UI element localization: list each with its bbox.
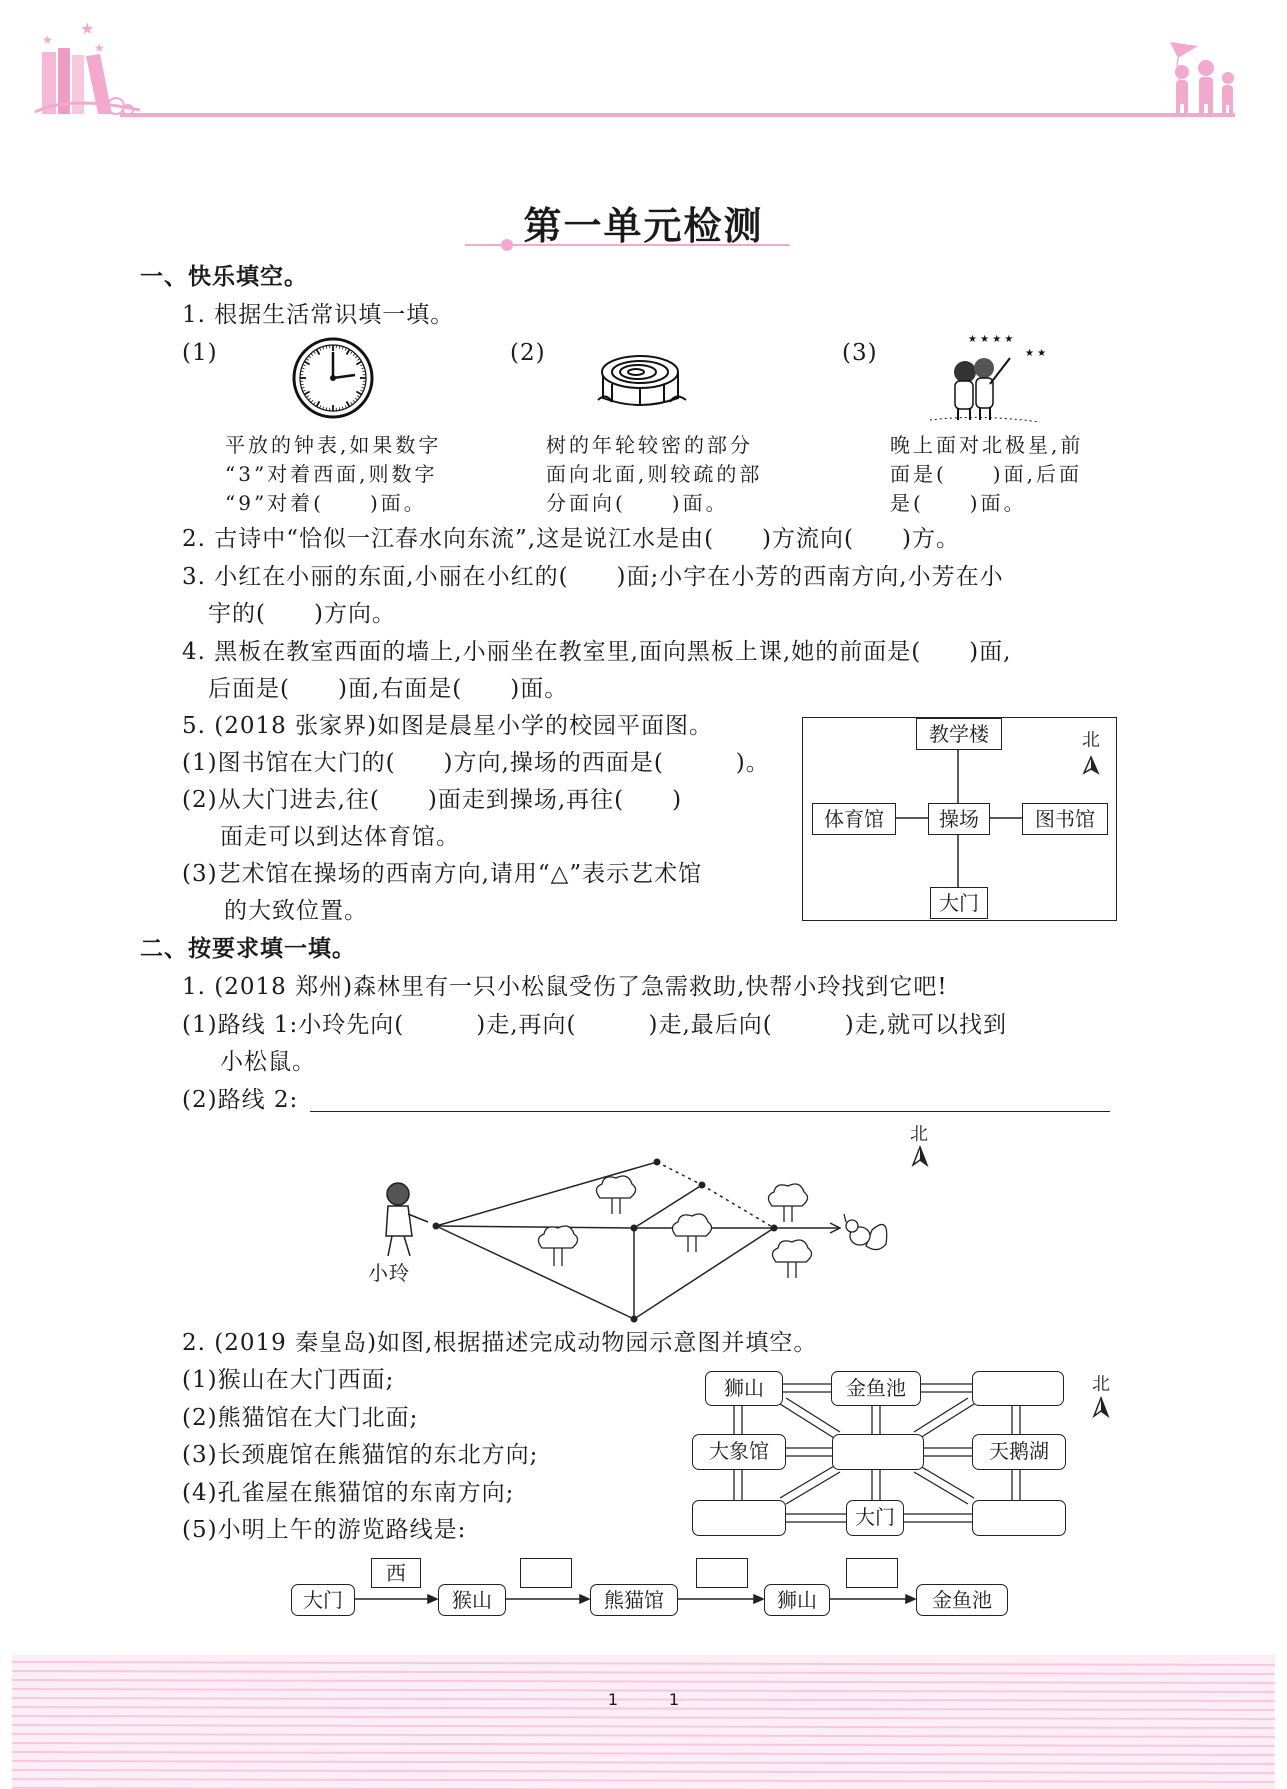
svg-text:★ ★ ★ ★: ★ ★ ★ ★ (968, 334, 1014, 345)
forest-north-label: 北 (910, 1124, 929, 1145)
page-title: 第一单元检测 (523, 204, 764, 248)
zoo-lion-mountain: 狮山 (705, 1371, 783, 1406)
section2-heading: 二、按要求填一填。 (140, 936, 356, 962)
s2q2-stem: 2. (2019 秦皇岛)如图,根据描述完成动物园示意图并填空。 (182, 1330, 818, 1356)
q5-sub1: (1)图书馆在大门的( )方向,操场的西面是( )。 (182, 750, 770, 776)
map-gate: 大门 (930, 887, 988, 919)
route-stop-goldfish: 金鱼池 (916, 1584, 1008, 1616)
q1-part1-line3: “9”对着( )面。 (225, 491, 427, 515)
q1-part2-label: (2) (510, 340, 546, 366)
zoo-swan-lake: 天鹅湖 (972, 1434, 1066, 1470)
q4-line2: 后面是( )面,右面是( )面。 (208, 676, 569, 702)
map-gym: 体育馆 (812, 803, 896, 835)
route-direction-3-blank[interactable] (696, 1558, 748, 1588)
route-stop-panda: 熊猫馆 (590, 1584, 678, 1616)
s2q2-item2: (2)熊猫馆在大门北面; (182, 1405, 419, 1431)
zoo-elephant-hall: 大象馆 (692, 1434, 786, 1470)
q1-part2-line3: 分面向( )面。 (546, 491, 729, 515)
xiaoling-label: 小玲 (368, 1261, 410, 1285)
q1-part2-line1: 树的年轮较密的部分 (546, 433, 753, 457)
zoo-goldfish-pond: 金鱼池 (831, 1371, 921, 1406)
zoo-empty-southeast[interactable] (972, 1500, 1066, 1536)
q1-part1-line1: 平放的钟表,如果数字 (225, 433, 442, 457)
q1-part3-line1: 晚上面对北极星,前 (890, 433, 1084, 457)
route-direction-2-blank[interactable] (520, 1558, 572, 1588)
section1-heading: 一、快乐填空。 (140, 264, 308, 290)
map-teaching-building: 教学楼 (916, 718, 1002, 750)
books-logo-icon (35, 19, 140, 115)
q5-stem: 5. (2018 张家界)如图是晨星小学的校园平面图。 (182, 713, 714, 739)
map-library: 图书馆 (1022, 803, 1108, 835)
kids-kite-icon (1170, 42, 1234, 114)
q3-line2: 宇的( )方向。 (208, 601, 396, 627)
svg-text:★: ★ (94, 41, 105, 55)
route-direction-4-blank[interactable] (846, 1558, 898, 1588)
s2q1-stem: 1. (2018 郑州)森林里有一只小松鼠受伤了急需救助,快帮小玲找到它吧! (182, 974, 948, 1000)
svg-text:★: ★ (42, 33, 53, 47)
route-direction-1: 西 (371, 1558, 421, 1588)
q3-line1: 3. 小红在小丽的东面,小丽在小红的( )面;小宇在小芳的西南方向,小芳在小 (182, 564, 1004, 590)
svg-text:★ ★: ★ ★ (1025, 348, 1047, 359)
route2-answer-line[interactable] (310, 1111, 1110, 1112)
s2q2-item4: (4)孔雀屋在熊猫馆的东南方向; (182, 1480, 515, 1506)
q5-sub2-line1: (2)从大门进去,往( )面走到操场,再往( ) (182, 787, 683, 813)
s2q2-item3: (3)长颈鹿馆在熊猫馆的东北方向; (182, 1442, 539, 1468)
q1-part3-line2: 面是( )面,后面 (890, 462, 1082, 486)
q5-sub2-line2: 面走可以到达体育馆。 (220, 824, 460, 850)
q2-text: 2. 古诗中“恰似一江春水向东流”,这是说江水是由( )方流向( )方。 (182, 526, 960, 552)
q1-part1-line2: “3”对着西面,则数字 (225, 462, 438, 486)
campus-north-label: 北 (1082, 730, 1101, 751)
q1-part1-label: (1) (182, 340, 218, 366)
q5-sub3-line2: 的大致位置。 (224, 898, 368, 924)
zoo-empty-center[interactable] (832, 1434, 924, 1470)
q1-part2-line2: 面向北面,则较疏的部 (546, 462, 763, 486)
q4-line1: 4. 黑板在教室西面的墙上,小丽坐在教室里,面向黑板上课,她的前面是( )面, (182, 639, 1012, 665)
route-stop-gate: 大门 (291, 1584, 355, 1616)
q1-stem: 1. 根据生活常识填一填。 (182, 302, 455, 328)
s2q2-item5: (5)小明上午的游览路线是: (182, 1517, 467, 1543)
q1-part3-line3: 是( )面。 (890, 491, 1027, 515)
route-stop-monkey: 猴山 (438, 1584, 506, 1616)
route-stop-lion: 狮山 (764, 1584, 830, 1616)
zoo-north-label: 北 (1092, 1374, 1111, 1395)
q1-part3-label: (3) (842, 340, 878, 366)
s2q1-sub1-line2: 小松鼠。 (220, 1049, 316, 1075)
zoo-empty-southwest[interactable] (692, 1500, 786, 1536)
s2q1-sub2: (2)路线 2: (182, 1087, 299, 1113)
q5-sub3-line1: (3)艺术馆在操场的西南方向,请用“△”表示艺术馆 (182, 861, 703, 887)
page-number: 1 1 (607, 1690, 680, 1709)
svg-text:★: ★ (80, 19, 95, 38)
s2q1-sub1-line1: (1)路线 1:小玲先向( )走,再向( )走,最后向( )走,就可以找到 (182, 1012, 1008, 1038)
zoo-gate: 大门 (846, 1500, 904, 1536)
zoo-empty-northeast[interactable] (972, 1371, 1064, 1406)
map-playground: 操场 (928, 803, 990, 835)
s2q2-item1: (1)猴山在大门西面; (182, 1367, 395, 1393)
